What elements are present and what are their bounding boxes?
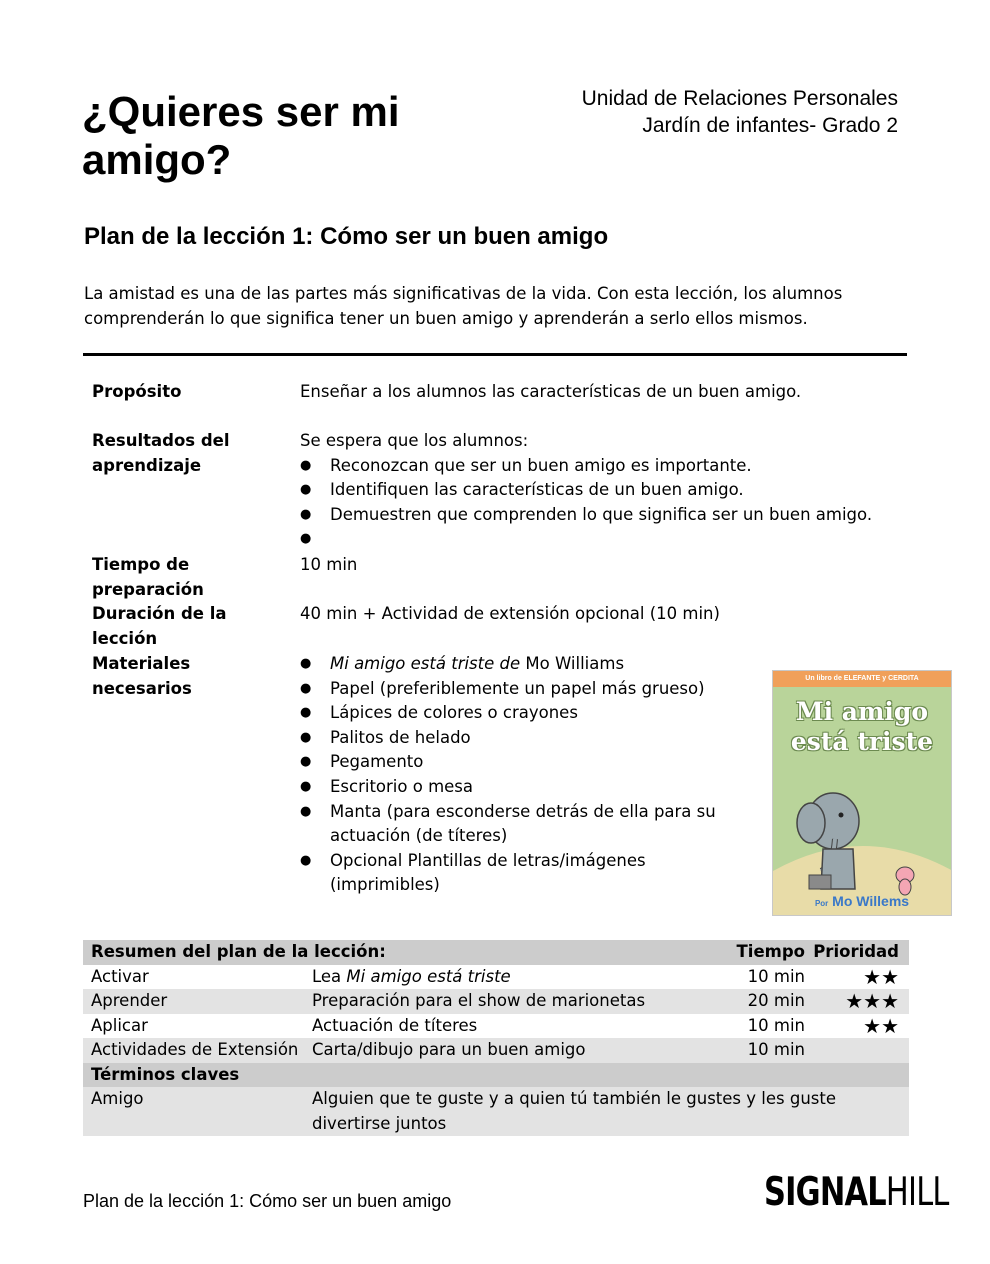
list-item: ● Lápices de colores o crayones (300, 701, 760, 726)
terms-header-row (83, 1063, 909, 1088)
definition-cell: Alguien que te guste y a quien tú también le gustes y les guste divertirse juntos (312, 1089, 837, 1133)
lesson-intro: La amistad es una de las partes más significativas de la vida. Con esta lección, los alumnos comprenderán lo que significa tener un buen amigo y aprenderán a serlo ellos mismos. (84, 284, 843, 328)
time-header: Tiempo (736, 942, 805, 961)
page-title: ¿Quieres ser mi amigo? (82, 88, 400, 183)
duration-value: 40 min + Actividad de extensión opcional (10 min) (300, 604, 720, 623)
purpose-label: Propósito (92, 382, 182, 401)
purpose-value: Enseñar a los alumnos las características de un buen amigo. (300, 382, 802, 401)
table-row (83, 1087, 909, 1136)
lesson-heading: Plan de la lección 1: Cómo ser un buen amigo (84, 223, 609, 250)
book-series-band: Un libro de ELEFANTE y CERDITA (773, 671, 951, 687)
outcomes-intro: Se espera que los alumnos: (300, 431, 529, 450)
list-item: ● Manta (para esconderse detrás de ella para su actuación (de títeres) (300, 800, 760, 849)
outcomes-label: Resultados del aprendizaje (92, 431, 230, 475)
priority-stars: ★★ (863, 964, 899, 989)
summary-header-label: Resumen del plan de la lección: (91, 942, 386, 961)
list-item: ● Demuestren que comprenden lo que significa ser un buen amigo. (300, 503, 880, 528)
time-cell: 10 min (747, 1015, 805, 1035)
priority-header: Prioridad (813, 942, 899, 961)
section-divider (83, 353, 907, 356)
priority-stars: ★★ (863, 1013, 899, 1038)
list-item: ● Papel (preferiblemente un papel más grueso) (300, 677, 760, 702)
time-cell: 10 min (747, 966, 805, 986)
table-row (83, 989, 909, 1014)
outcomes-list (300, 454, 880, 552)
time-cell: 10 min (747, 1040, 805, 1059)
phase-cell: Aplicar (91, 1015, 148, 1035)
list-item (300, 652, 760, 677)
unit-info (578, 85, 898, 139)
materials-label: Materiales necesarios (92, 654, 192, 698)
book-cover-title: Mi amigo está triste (790, 697, 934, 756)
phase-cell: Actividades de Extensión (91, 1040, 299, 1059)
list-item: ● Reconozcan que ser un buen amigo es importante. (300, 454, 880, 479)
grade-level: Jardín de infantes- Grado 2 (642, 114, 898, 137)
duration-label: Duración de la lección (92, 604, 227, 648)
prep-value: 10 min (300, 555, 358, 574)
time-cell: 20 min (747, 991, 805, 1010)
table-row (83, 965, 909, 990)
outcomes-value (300, 429, 880, 552)
terms-header: Términos claves (91, 1064, 240, 1084)
signalhill-logo: SIGNALHILL (764, 1170, 949, 1215)
phase-cell: Aprender (91, 991, 168, 1010)
list-item: ● Escritorio o mesa (300, 775, 760, 800)
phase-cell: Activar (91, 966, 149, 986)
activity-cell: Lea Mi amigo está triste (312, 966, 511, 986)
list-item (300, 527, 880, 552)
activity-cell: Preparación para el show de marionetas (312, 991, 646, 1010)
activity-cell: Carta/dibujo para un buen amigo (312, 1040, 586, 1059)
book-author-ref: Mo Williams (520, 654, 625, 673)
lesson-summary-table (83, 940, 909, 1136)
unit-name: Unidad de Relaciones Personales (581, 87, 898, 110)
list-item: ● Palitos de helado (300, 726, 760, 751)
book-title-ref: Mi amigo está triste de (330, 654, 521, 673)
materials-list (300, 652, 760, 898)
book-cover-author: Por Mo Willems (814, 893, 910, 909)
page-footer: Plan de la lección 1: Cómo ser un buen amigo (83, 1191, 452, 1211)
table-row (83, 1014, 909, 1039)
prep-label: Tiempo de preparación (92, 555, 204, 599)
book-cover-image (772, 670, 952, 916)
term-cell: Amigo (91, 1089, 144, 1108)
list-item: ● Identifiquen las características de un buen amigo. (300, 478, 880, 503)
table-header-row (83, 940, 909, 965)
list-item: ● Opcional Plantillas de letras/imágenes (imprimibles) (300, 849, 760, 898)
table-row (83, 1038, 909, 1063)
list-item: ● Pegamento (300, 750, 760, 775)
activity-cell: Actuación de títeres (312, 1015, 478, 1035)
priority-stars: ★★★ (845, 989, 899, 1013)
